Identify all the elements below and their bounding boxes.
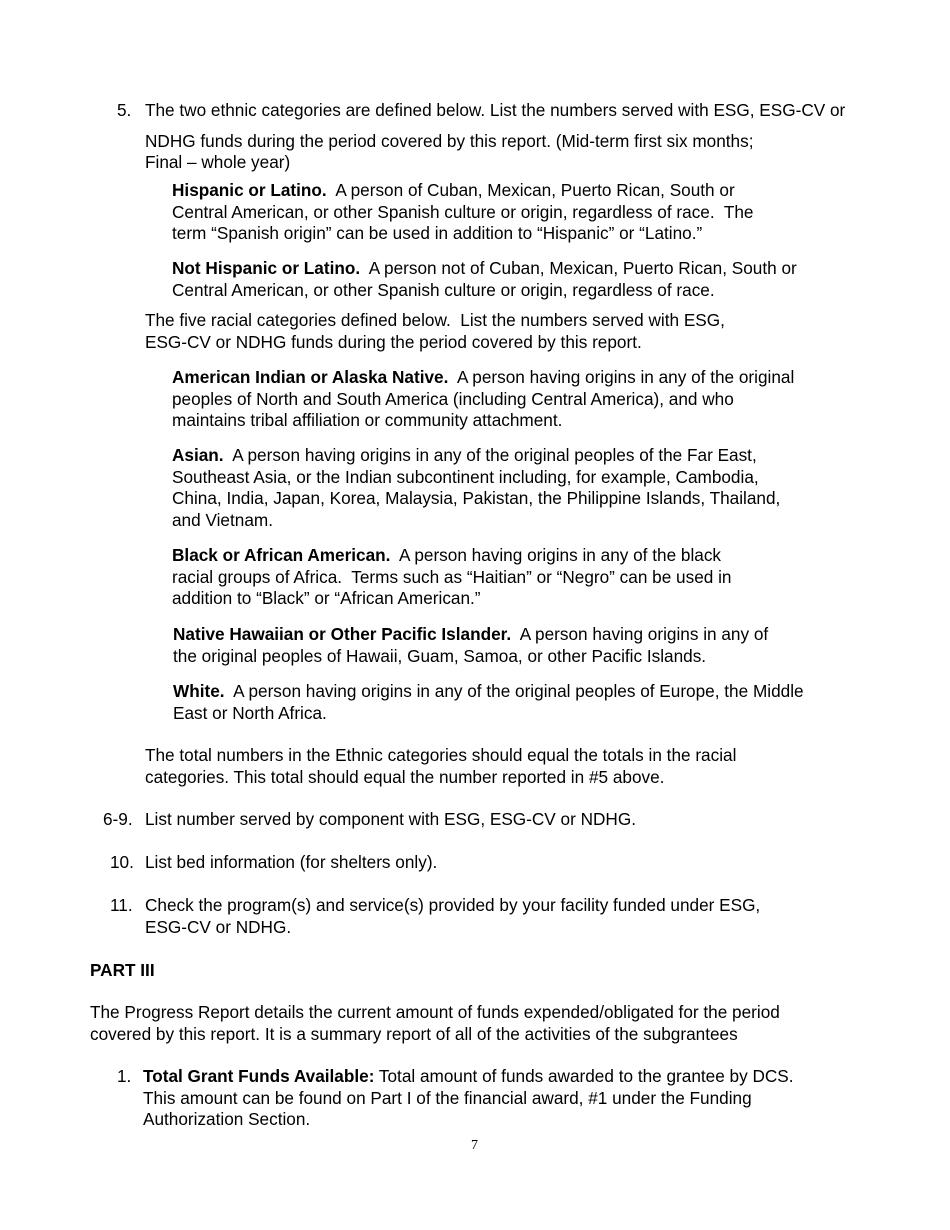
part-3-item-1-text: Total Grant Funds Available: Total amount of funds awarded to the grantee by DCS. This amount can be found on Part I of the financial award, #1 under the Funding Authorization Section. (143, 1066, 794, 1129)
racial-asian: Asian. A person having origins in any of the original peoples of the Far East, Southeast Asia, or the Indian subcontinent including, for example, Cambodia, China, India, Japan, Korea, Malaysia, Pakistan, the Philippine Islands, Thailand, and Vietnam. (172, 445, 781, 530)
racial-intro: The five racial categories defined below. List the numbers served with ESG, ESG-CV or NDHG funds during the period covered by this report. (145, 310, 725, 352)
item-5-line-3: Final – whole year) (145, 152, 291, 172)
ethnic-hispanic: Hispanic or Latino. A person of Cuban, Mexican, Puerto Rican, South or Central American, or other Spanish culture or origin, regardless of race. The term “Spanish origin” can be used in addition to “Hispanic” or “Latino.” (172, 180, 754, 243)
ethnic-hispanic-term: Hispanic or Latino. (172, 180, 327, 200)
racial-black-term: Black or African American. (172, 545, 391, 565)
part-3-intro: The Progress Report details the current amount of funds expended/obligated for the period covered by this report. It is a summary report of all of the activities of the subgrantees (90, 1002, 780, 1044)
racial-white-term: White. (173, 681, 225, 701)
part-3-heading: PART III (90, 960, 155, 980)
racial-native-hawaiian: Native Hawaiian or Other Pacific Islander. A person having origins in any of the original peoples of Hawaii, Guam, Samoa, or other Pacific Islands. (173, 624, 769, 666)
racial-asian-term: Asian. (172, 445, 224, 465)
item-6-9-text: List number served by component with ESG, ESG-CV or NDHG. (145, 809, 636, 829)
item-5-line-2: NDHG funds during the period covered by this report. (Mid-term first six months; (145, 131, 754, 151)
item-10-text: List bed information (for shelters only). (145, 852, 438, 872)
item-5-number: 5. (117, 100, 132, 120)
item-10-number: 10. (110, 852, 134, 872)
racial-american-indian-term: American Indian or Alaska Native. (172, 367, 449, 387)
ethnic-not-hispanic: Not Hispanic or Latino. A person not of Cuban, Mexican, Puerto Rican, South or Central American, or other Spanish culture or origin, regardless of race. (172, 258, 797, 300)
racial-black: Black or African American. A person having origins in any of the black racial groups of Africa. Terms such as “Haitian” or “Negro” can be used in addition to “Black” or “African American.” (172, 545, 732, 608)
racial-native-hawaiian-term: Native Hawaiian or Other Pacific Islander. (173, 624, 512, 644)
item-11-number: 11. (110, 895, 133, 915)
ethnic-not-hispanic-term: Not Hispanic or Latino. (172, 258, 361, 278)
item-11-text: Check the program(s) and service(s) provided by your facility funded under ESG, ESG-CV or NDHG. (145, 895, 761, 937)
item-6-9-number: 6-9. (103, 809, 133, 829)
racial-white: White. A person having origins in any of the original peoples of Europe, the Middle East or North Africa. (173, 681, 804, 723)
page-number: 7 (471, 1138, 478, 1153)
total-grant-funds-term: Total Grant Funds Available: (143, 1066, 375, 1086)
totals-note: The total numbers in the Ethnic categories should equal the totals in the racial categories. This total should equal the number reported in #5 above. (145, 745, 737, 787)
item-5-line-1: The two ethnic categories are defined below. List the numbers served with ESG, ESG-CV or (145, 100, 846, 120)
part-3-item-1-number: 1. (117, 1066, 132, 1086)
racial-american-indian: American Indian or Alaska Native. A person having origins in any of the original peoples of North and South America (including Central America), and who maintains tribal affiliation or community attachment. (172, 367, 795, 430)
